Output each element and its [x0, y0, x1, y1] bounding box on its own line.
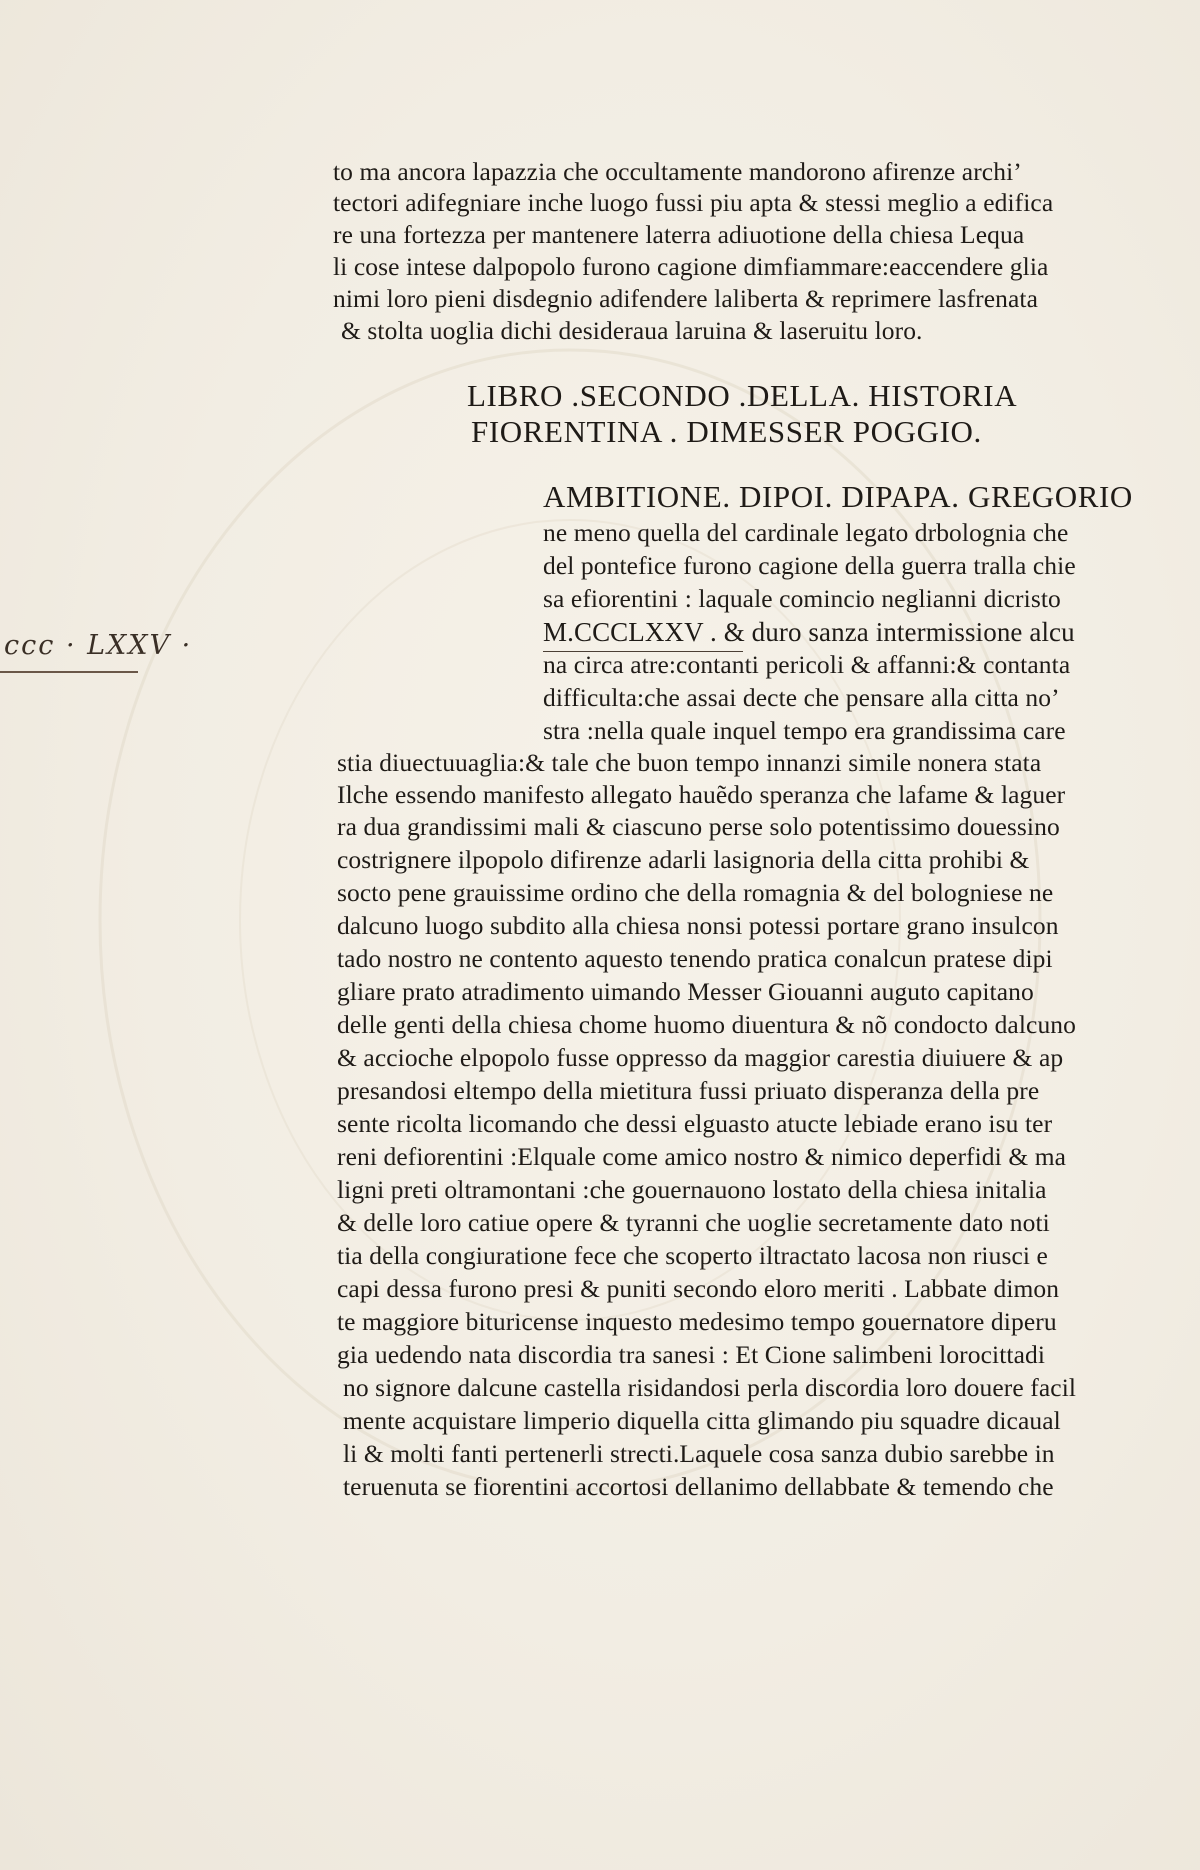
intro-line: re una fortezza per mantenere laterra adiuotione della chiesa Lequa [333, 220, 1025, 249]
body-line: ligni preti oltramontani :che gouernauono lostato della chiesa initalia [337, 1175, 1047, 1204]
body-line: & delle loro catiue opere & tyranni che uoglie secretamente dato noti [337, 1208, 1050, 1237]
indented-line: na circa atre:contanti pericoli & affanni:& contanta [543, 650, 1071, 679]
indented-line: M.CCCLXXV . & duro sanza intermissione alcu [543, 617, 1075, 647]
body-line: ra dua grandissimi mali & ciascuno perse solo potentissimo douessino [337, 812, 1060, 841]
body-line: gliare prato atradimento uimando Messer Giouanni auguto capitano [337, 977, 1034, 1006]
book-heading-line: LIBRO .SECONDO .DELLA. HISTORIA [467, 378, 1018, 413]
indented-line: stra :nella quale inquel tempo era grandissima care [543, 716, 1066, 745]
indented-line: sa efiorentini : laquale comincio neglianni dicristo [543, 584, 1061, 613]
indented-line: del pontefice furono cagione della guerra tralla chie [543, 551, 1076, 580]
body-line: tado nostro ne contento aquesto tenendo pratica conalcun pratese dipi [337, 944, 1053, 973]
body-line: costrignere ilpopolo difirenze adarli lasignoria della citta prohibi & [337, 845, 1030, 874]
body-line: socto pene grauissime ordino che della romagnia & del bologniese ne [337, 878, 1054, 907]
body-line: sente ricolta licomando che dessi elguasto atucte lebiade erano isu ter [337, 1109, 1053, 1138]
body-line: tia della congiuratione fece che scoperto iltractato lacosa non riusci e [337, 1241, 1048, 1270]
body-line: capi dessa furono presi & puniti secondo eloro meriti . Labbate dimon [337, 1274, 1060, 1303]
body-line: dalcuno luogo subdito alla chiesa nonsi potessi portare grano insulcon [337, 911, 1059, 940]
intro-line: li cose intese dalpopolo furono cagione dimfiammare:eaccendere glia [333, 252, 1049, 281]
body-line: mente acquistare limperio diquella citta glimando piu squadre dicaual [343, 1406, 1061, 1435]
intro-line: to ma ancora lapazzia che occultamente mandorono afirenze archi’ [333, 157, 1022, 186]
body-line: reni defiorentini :Elquale come amico nostro & nimico deperfidi & ma [337, 1142, 1067, 1171]
body-line: presandosi eltempo della mietitura fussi priuato disperanza della pre [337, 1076, 1040, 1105]
marginal-rule [0, 671, 138, 673]
body-line: Ilche essendo manifesto allegato hauẽdo speranza che lafame & laguer [337, 780, 1066, 809]
body-line: te maggiore bituricense inquesto medesimo tempo gouernatore diperu [337, 1307, 1057, 1336]
body-line: teruenuta se fiorentini accortosi dellanimo dellabbate & temendo che [343, 1472, 1054, 1501]
chapter-opening-line: AMBITIONE. DIPOI. DIPAPA. GREGORIO [543, 479, 1133, 514]
body-line: delle genti della chiesa chome huomo diuentura & nõ condocto dalcuno [337, 1010, 1076, 1039]
intro-line: nimi loro pieni disdegnio adifendere laliberta & reprimere lasfrenata [333, 284, 1039, 313]
body-line: & accioche elpopolo fusse oppresso da maggior carestia diuiuere & ap [337, 1043, 1064, 1072]
indented-line: difficulta:che assai decte che pensare alla citta no’ [543, 683, 1060, 712]
indented-line: ne meno quella del cardinale legato drbolognia che [543, 518, 1069, 547]
marginal-folio-note: ccc · LXXV · [4, 630, 193, 661]
intro-line: tectori adifegniare inche luogo fussi piu apta & stessi meglio a edifica [333, 188, 1054, 217]
body-line: stia diuectuuaglia:& tale che buon tempo innanzi simile nonera stata [337, 748, 1042, 777]
intro-line: & stolta uoglia dichi desideraua laruina & laseruitu loro. [341, 316, 923, 345]
book-heading-line: FIORENTINA . DIMESSER POGGIO. [471, 414, 982, 449]
body-line: no signore dalcune castella risidandosi perla discordia loro douere facil [343, 1373, 1077, 1402]
body-line: gia uedendo nata discordia tra sanesi : Et Cione salimbeni lorocittadi [337, 1340, 1046, 1369]
body-line: li & molti fanti pertenerli strecti.Laquele cosa sanza dubio sarebbe in [343, 1439, 1055, 1468]
